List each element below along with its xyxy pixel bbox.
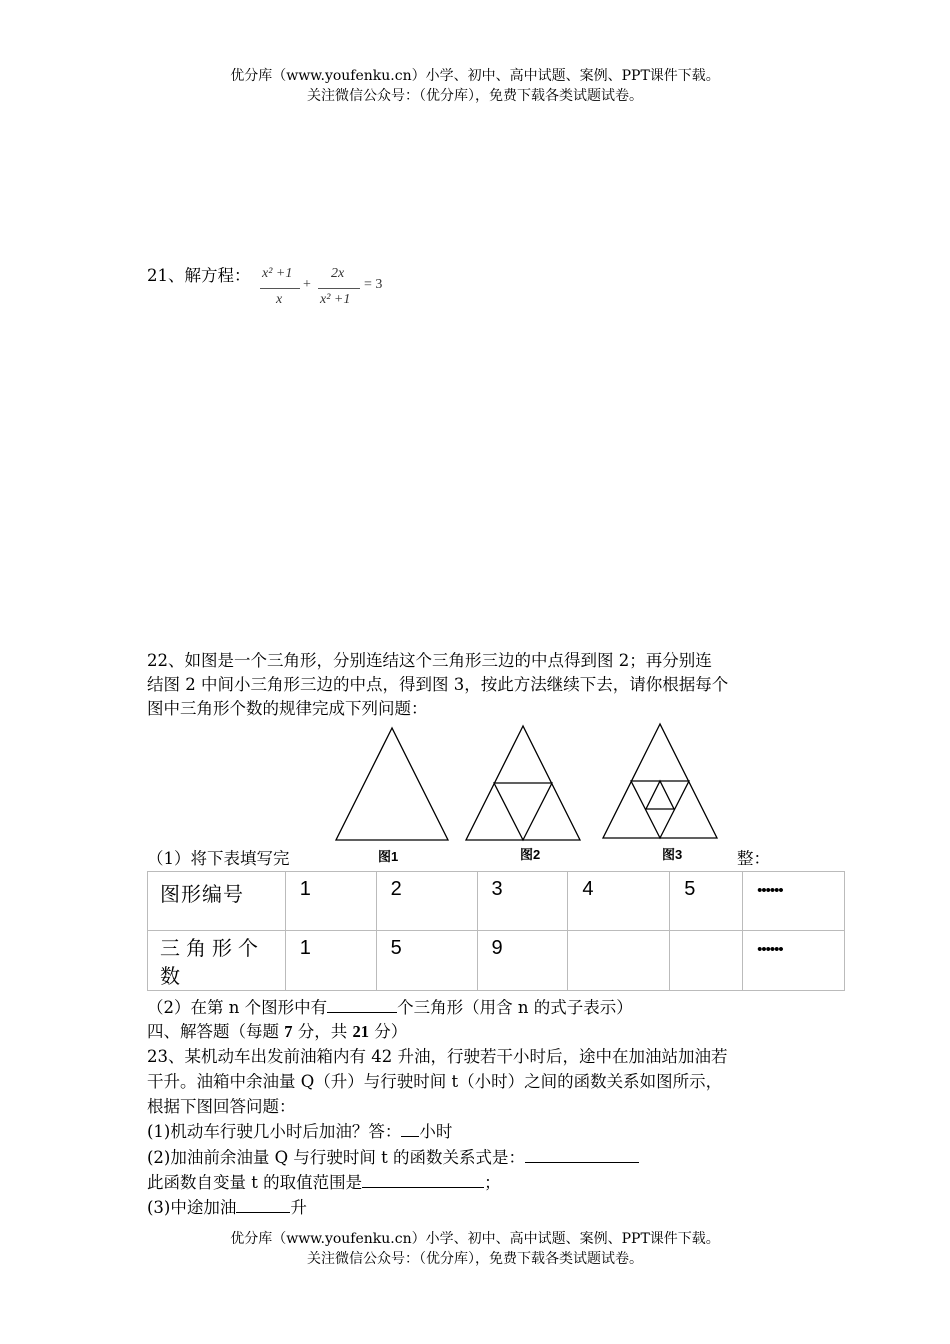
figure2-triangles — [466, 726, 580, 840]
frac2-denominator: x² +1 — [320, 292, 351, 307]
section4-points-each: 7 — [284, 1022, 293, 1041]
frac1-numerator: x² +1 — [262, 266, 293, 281]
footer-line-1: 优分库（www.youfenku.cn）小学、初中、高中试题、案例、PPT课件下载。 — [230, 1231, 720, 1247]
answer-blank[interactable] — [327, 996, 397, 1013]
q23-part2b-post: ； — [484, 1173, 501, 1192]
section4-points-total: 21 — [352, 1022, 369, 1041]
frac1-bar — [260, 288, 300, 289]
table-cell: 3 — [477, 872, 568, 931]
q23-part1 — [147, 1120, 452, 1144]
answer-blank[interactable] — [236, 1196, 290, 1213]
q23-part3-post: 升 — [290, 1198, 307, 1217]
frac1-denominator: x — [276, 292, 283, 307]
table-cell-answer[interactable] — [568, 931, 670, 991]
header-line-1: 优分库（www.youfenku.cn）小学、初中、高中试题、案例、PPT课件下载。 — [230, 68, 720, 84]
figure1-caption: 图1 — [378, 849, 399, 864]
q23-line-3: 根据下图回答问题： — [147, 1097, 296, 1116]
triangle-count-table — [147, 871, 845, 991]
answer-blank[interactable] — [525, 1146, 639, 1163]
section4-post: 分） — [369, 1022, 408, 1041]
q22-part1-right: 整： — [737, 849, 770, 868]
q22-line-1: 22、如图是一个三角形，分别连结这个三角形三边的中点得到图 2；再分别连 — [147, 651, 712, 670]
table-cell: •••••• — [743, 931, 845, 991]
table-cell: 5 — [670, 872, 743, 931]
q23-part2 — [147, 1146, 639, 1170]
table-cell: 1 — [285, 931, 376, 991]
section4-title — [147, 1020, 407, 1044]
q23-part2b — [147, 1171, 501, 1195]
q23-line-2: 干升。油箱中余油量 Q（升）与行驶时间 t（小时）之间的函数关系如图所示， — [147, 1072, 723, 1091]
q23-part2-text: (2)加油前余油量 Q 与行驶时间 t 的函数关系式是： — [147, 1148, 526, 1167]
q23-part1-post: 小时 — [419, 1122, 453, 1141]
header-line-2: 关注微信公众号：（优分库），免费下载各类试题试卷。 — [307, 88, 643, 104]
footer-line-2: 关注微信公众号：（优分库），免费下载各类试题试卷。 — [307, 1251, 643, 1267]
plus-sign: + — [303, 277, 311, 292]
table-cell: 4 — [568, 872, 670, 931]
table-cell: 5 — [376, 931, 477, 991]
q21-label: 21、解方程： — [147, 266, 251, 285]
figure2-caption: 图2 — [520, 847, 541, 862]
frac2-numerator: 2x — [331, 266, 345, 281]
section4-mid: 分，共 — [292, 1022, 353, 1041]
answer-blank[interactable] — [401, 1120, 419, 1137]
frac2-bar — [318, 288, 360, 289]
table-row — [148, 931, 845, 991]
q22-part2 — [147, 996, 633, 1020]
q22-part2-post: 个三角形（用含 n 的式子表示） — [397, 998, 633, 1017]
q22-part1-left: （1）将下表填写完 — [147, 849, 290, 868]
table-cell-answer[interactable] — [670, 931, 743, 991]
figure3-triangles — [603, 724, 717, 838]
table-cell: 9 — [477, 931, 568, 991]
q23-line-1: 23、某机动车出发前油箱内有 42 升油，行驶若干小时后，途中在加油站加油若 — [147, 1047, 728, 1066]
table-row — [148, 872, 845, 931]
table-cell: 1 — [285, 872, 376, 931]
triangle-figures — [330, 718, 730, 848]
figure1-triangle — [336, 728, 448, 840]
answer-blank[interactable] — [362, 1171, 484, 1188]
equation-rhs: = 3 — [364, 277, 383, 292]
section4-pre: 四、解答题（每题 — [147, 1022, 285, 1041]
figure3-caption: 图3 — [662, 847, 683, 862]
q22-line-2: 结图 2 中间小三角形三边的中点，得到图 3，按此方法继续下去，请你根据每个 — [147, 675, 729, 694]
q22-line-3: 图中三角形个数的规律完成下列问题： — [147, 699, 428, 718]
q23-part3-pre: (3)中途加油 — [147, 1198, 237, 1217]
table-cell: •••••• — [743, 872, 845, 931]
q23-part1-pre: (1)机动车行驶几小时后加油？答： — [147, 1122, 402, 1141]
q23-part2b-pre: 此函数自变量 t 的取值范围是 — [147, 1173, 363, 1192]
table-cell: 2 — [376, 872, 477, 931]
row1-header: 图形编号 — [148, 872, 286, 931]
q23-part3 — [147, 1196, 307, 1220]
row2-header: 三角形个数 — [148, 931, 286, 991]
q22-part2-pre: （2）在第 n 个图形中有 — [147, 998, 328, 1017]
